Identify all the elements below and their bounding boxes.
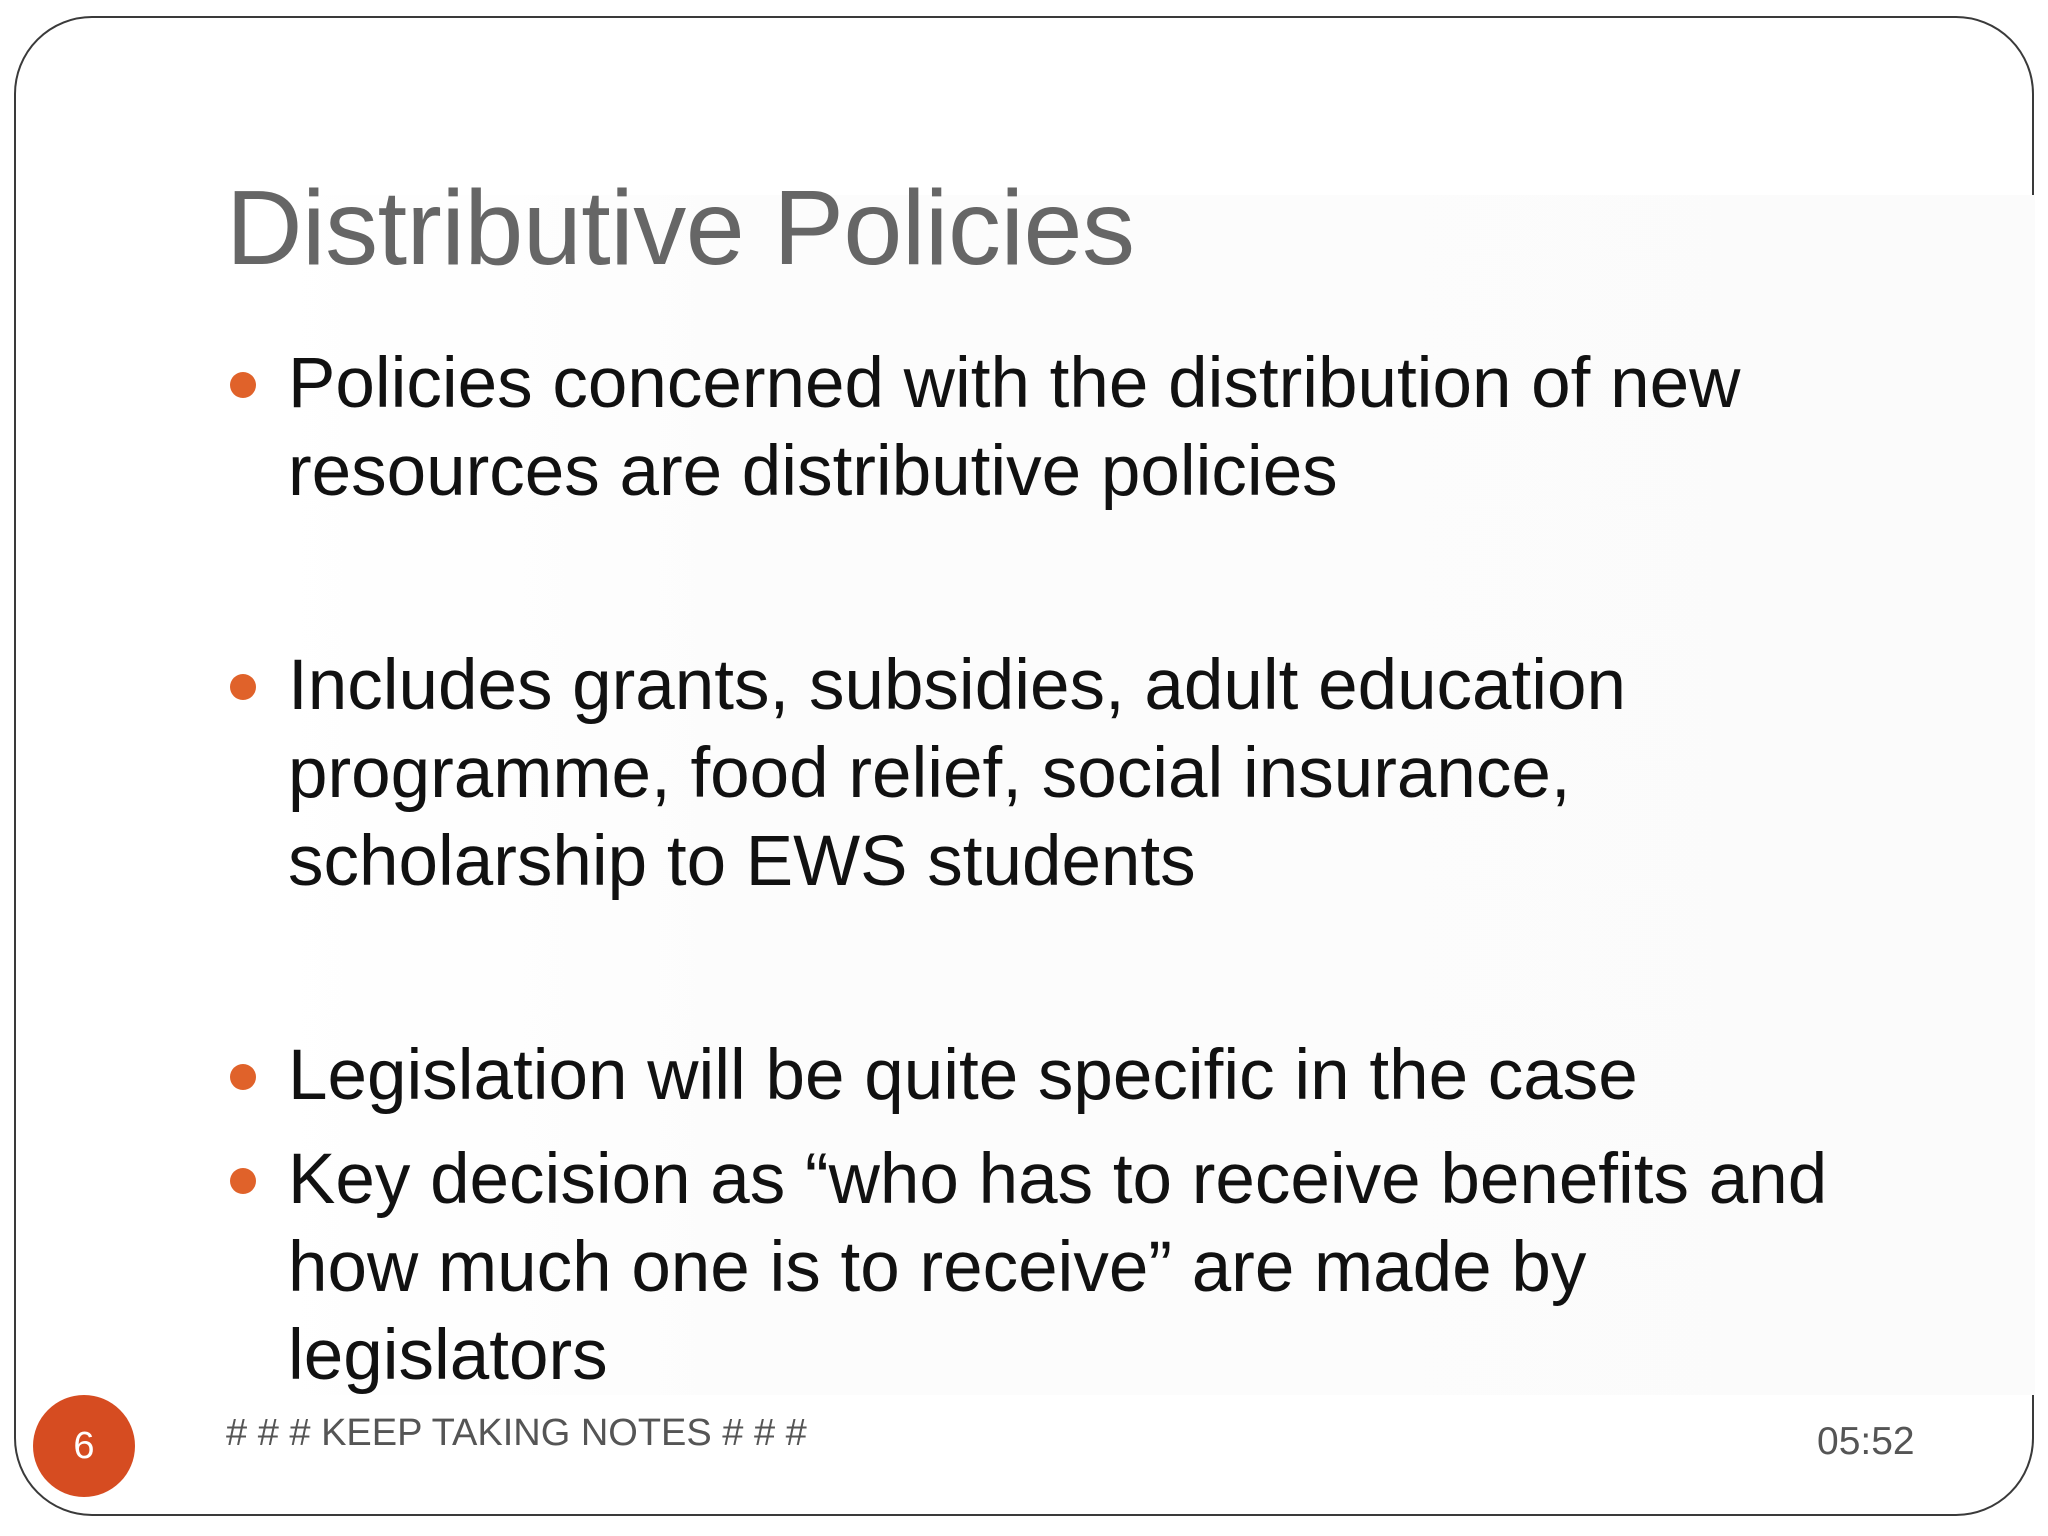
bullet-line: Key decision as “who has to receive benefits and (288, 1140, 1828, 1219)
bullet-item (228, 642, 1928, 906)
bullet-item (228, 1136, 1928, 1400)
bullet-line: programme, food relief, social insurance, (288, 734, 1571, 813)
bullet-line: Includes grants, subsidies, adult education (288, 646, 1627, 725)
footer-note: # # # KEEP TAKING NOTES # # # (226, 1412, 807, 1454)
bullet-list (228, 340, 1928, 1400)
slide-title: Distributive Policies (226, 169, 1135, 287)
bullet-item (228, 340, 1928, 516)
bullet-dot-icon (230, 1168, 256, 1194)
bullet-line: how much one is to receive” are made by (288, 1228, 1587, 1307)
bullet-dot-icon (230, 372, 256, 398)
bullet-dot-icon (230, 1064, 256, 1090)
bullet-line: scholarship to EWS students (288, 822, 1196, 901)
bullet-line: Policies concerned with the distribution of new (288, 344, 1741, 423)
footer-time: 05:52 (1817, 1420, 1915, 1463)
bullet-dot-icon (230, 674, 256, 700)
bullet-line: Legislation will be quite specific in the case (288, 1036, 1638, 1115)
slide-number-badge: 6 (33, 1395, 135, 1497)
bullet-line: resources are distributive policies (288, 432, 1338, 511)
bullet-item (228, 1032, 1928, 1120)
bullet-line: legislators (288, 1316, 608, 1395)
